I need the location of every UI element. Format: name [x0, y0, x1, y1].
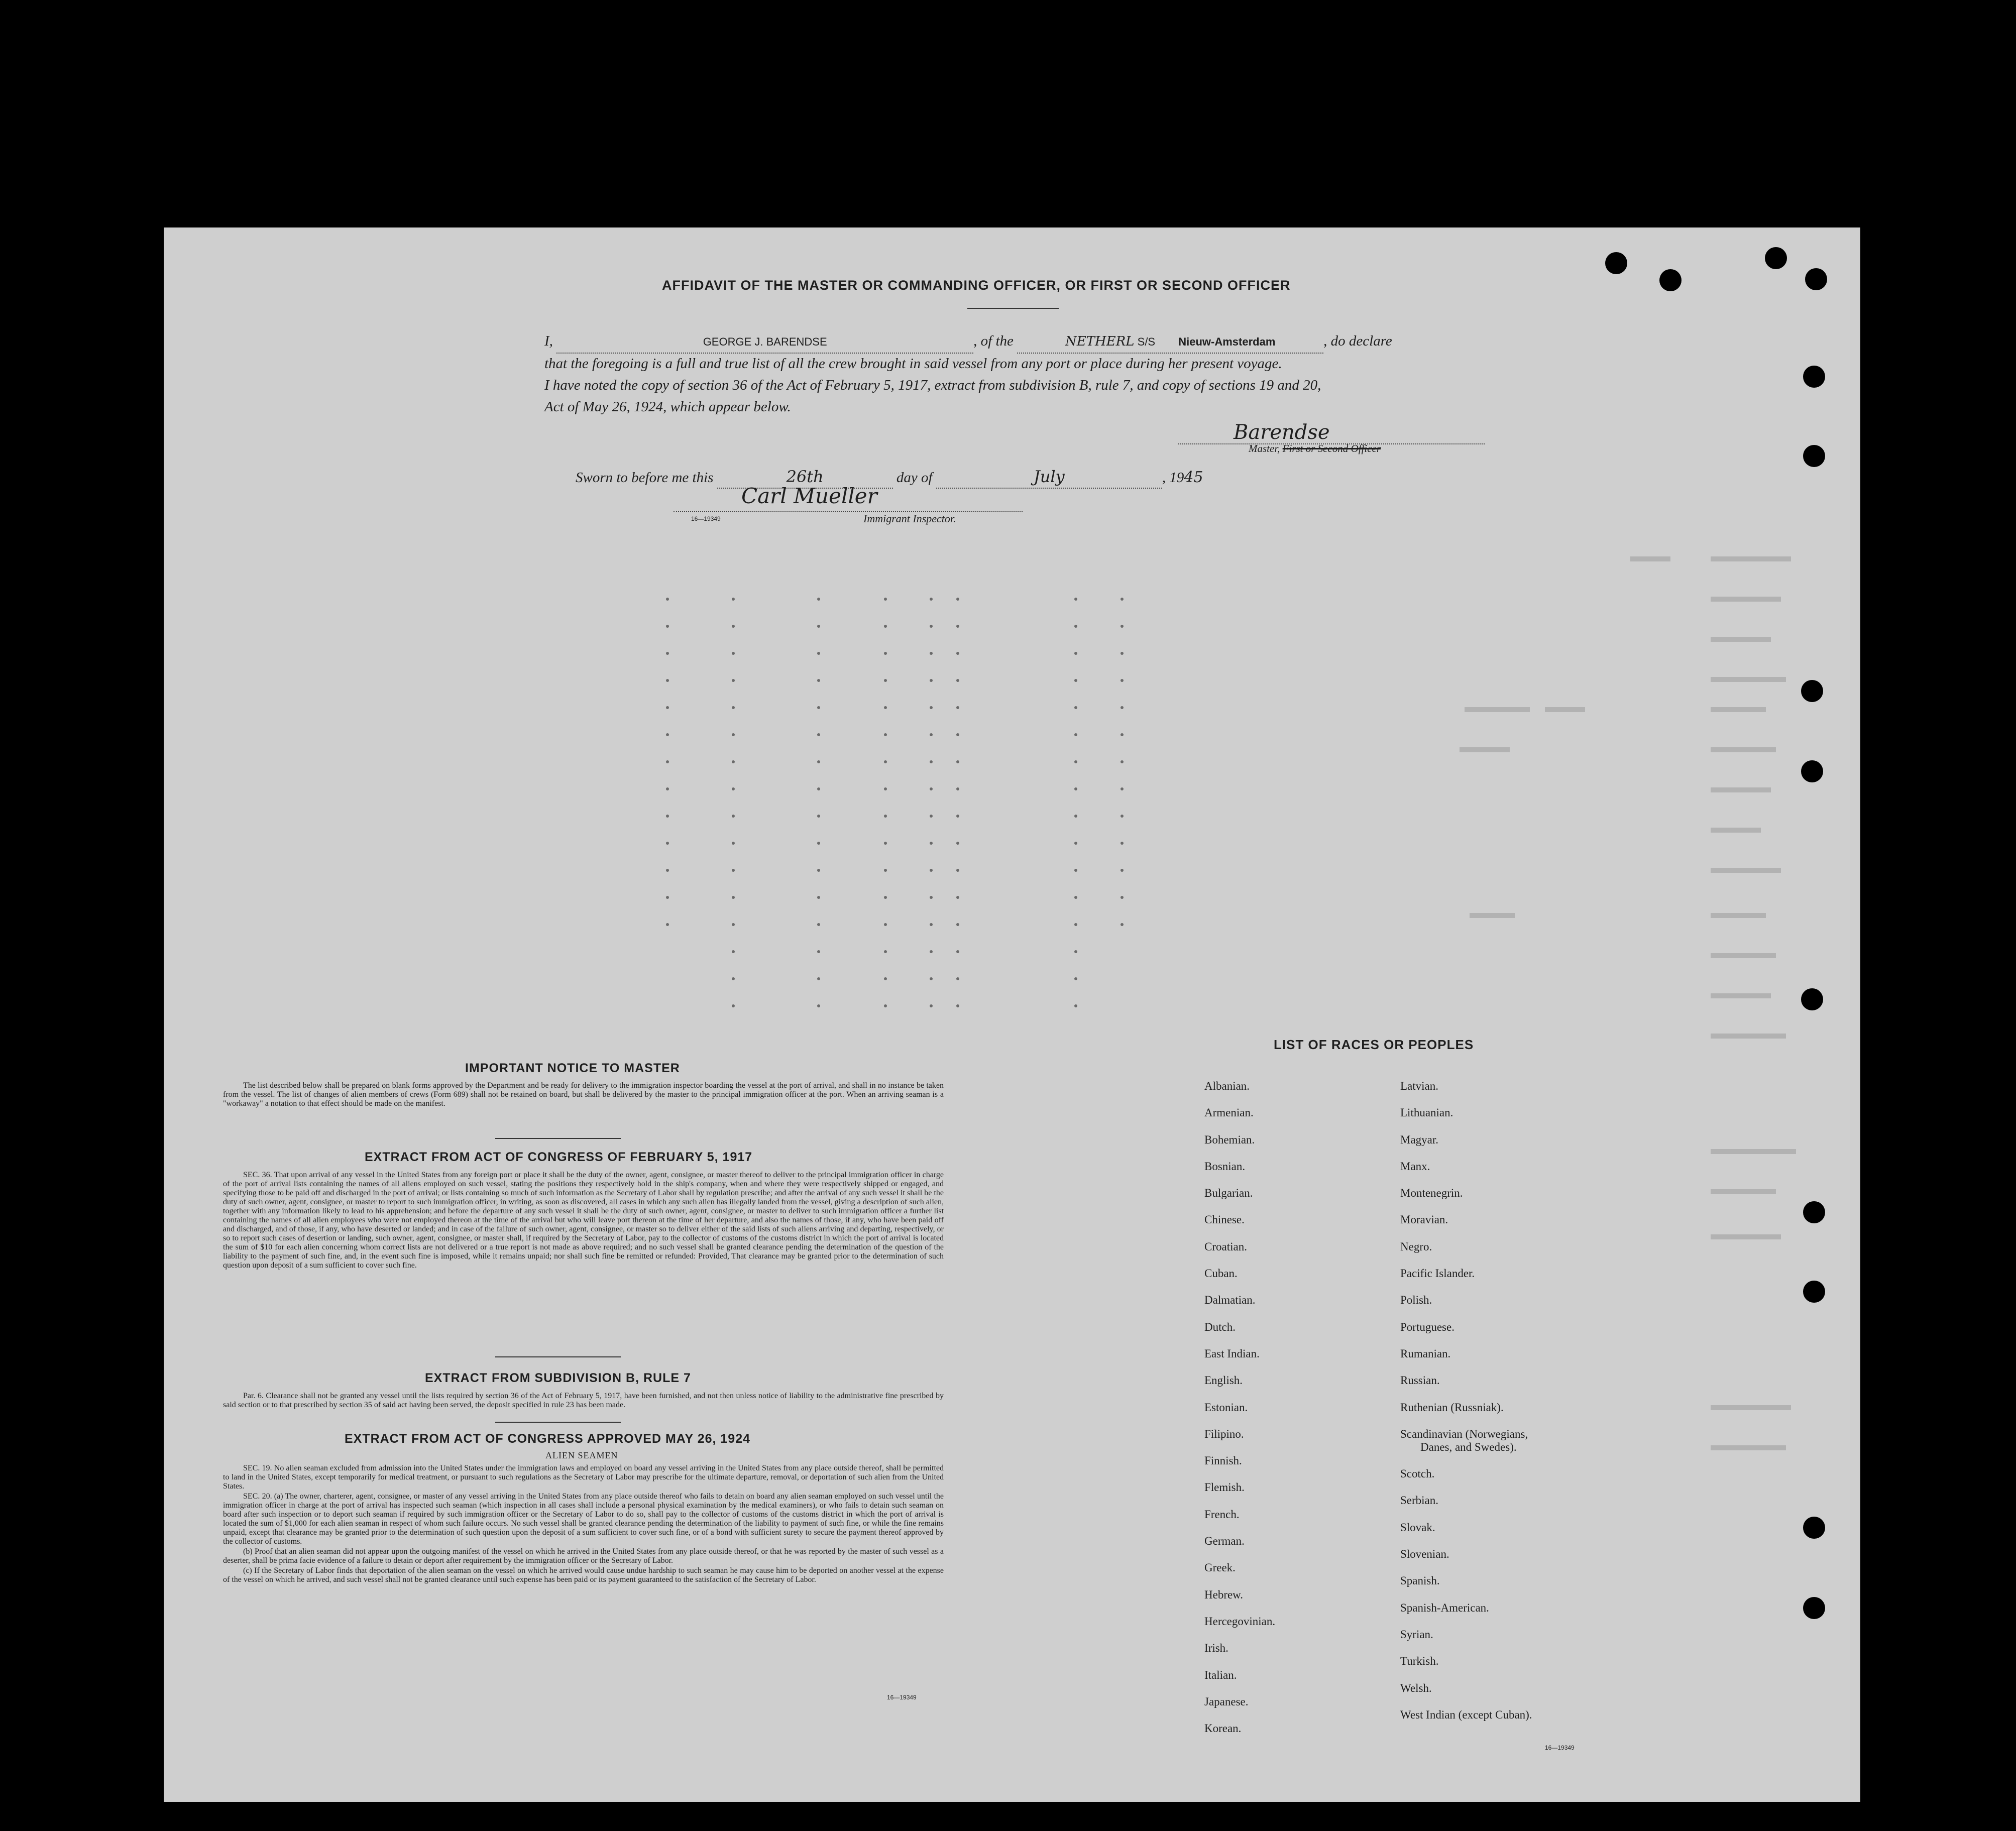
race-item: Spanish-American.	[1400, 1601, 1489, 1614]
affidavit-heading: AFFIDAVIT OF THE MASTER OR COMMANDING OFFICER, OR FIRST OR SECOND OFFICER	[662, 278, 1291, 293]
races-heading: LIST OF RACES OR PEOPLES	[1274, 1037, 1474, 1052]
year-prefix: , 19	[1162, 470, 1184, 486]
punch-hole	[1803, 1201, 1825, 1223]
punch-hole	[1805, 268, 1827, 290]
extract-1924-heading: EXTRACT FROM ACT OF CONGRESS APPROVED MAY 26, 1924	[345, 1432, 751, 1446]
of-the-label: , of the	[973, 333, 1014, 349]
race-item: Polish.	[1400, 1294, 1432, 1307]
race-item: Turkish.	[1400, 1655, 1439, 1668]
race-item: Albanian.	[1204, 1080, 1250, 1092]
race-item: Russian.	[1400, 1374, 1440, 1387]
race-item: Montenegrin.	[1400, 1187, 1463, 1200]
race-item: Magyar.	[1400, 1133, 1439, 1146]
extract-1917-heading: EXTRACT FROM ACT OF CONGRESS OF FEBRUARY 5, 1917	[365, 1150, 753, 1164]
race-item: Flemish.	[1204, 1481, 1245, 1494]
race-item: West Indian (except Cuban).	[1400, 1708, 1532, 1721]
race-item: Bosnian.	[1204, 1160, 1246, 1173]
race-item: Filipino.	[1204, 1427, 1244, 1440]
race-item: Bohemian.	[1204, 1133, 1255, 1146]
sworn-month: July	[936, 466, 1162, 489]
races-column-1	[1204, 1073, 1275, 1742]
sworn-day: 26th	[717, 466, 893, 489]
vessel-field	[1017, 331, 1323, 354]
affidavit-line4: Act of May 26, 1924, which appear below.	[544, 399, 791, 415]
race-item: Hercegovinian.	[1204, 1615, 1276, 1628]
race-item: Greek.	[1204, 1561, 1236, 1574]
punch-hole	[1803, 1597, 1825, 1619]
race-item: Finnish.	[1204, 1454, 1242, 1467]
punch-hole	[1803, 1281, 1825, 1303]
race-item: Armenian.	[1204, 1106, 1254, 1119]
races-form-number: 16—19349	[1545, 1744, 1575, 1751]
section-rule	[495, 1138, 621, 1139]
race-item: Hebrew.	[1204, 1588, 1244, 1601]
affidavit-line3: I have noted the copy of section 36 of the Act of February 5, 1917, extract from subdivision B, rule 7, and copy of sections 19 and 20,	[544, 377, 1321, 393]
race-item: Portuguese.	[1400, 1320, 1454, 1333]
sec36-paragraph: SEC. 36. That upon arrival of any vessel in the United States from any foreign port or place it shall be the duty of the owner, agent, consignee, or master thereof to deliver to the principal immigration officer in charge of the port of arrival lists containing the names of all aliens employed on such vessel, stating the positions they respectively hold in the ship's company, when and where they were respectively shipped or engaged, and specifying those to be paid off and discharged in the port of arrival; or lists containing so much of such information as the Secretary of Labor shall by regulation prescribe; and after the arrival of any such vessel it shall be the duty of such owner, agent, consignee, or master to report to such immigration officer, in writing, as soon as discovered, all cases in which any such alien has illegally landed from the vessel, giving a description of such alien, together with any information likely to lead to his apprehension; and before the departure of any such vessel it shall be the duty of such owner, agent, consignee, or master to deliver to such immigration officer a further list containing the names of all alien employees who were not employed thereon at the time of the arrival but who will leave port thereon at the time of her departure, and also the names of those, if any, who have been paid off and discharged, and of those, if any, who have deserted or landed; and in case of the failure of such owner, agent, consignee, or master so to deliver either of the said lists of such aliens arriving and departing, respectively, or so to report such cases of desertion or landing, such owner, agent, consignee, or master shall, if required by the Secretary of Labor, pay to the collector of customs of the customs district in which the port of arrival is located the sum of $10 for each alien concerning whom correct lists are not delivered or a true report is not made as above required; and no such vessel shall be granted clearance pending the determination of the question of the liability to the payment of such fine, and, in the event such fine is imposed, while it remains unpaid; nor shall such fine be remitted or refunded: Provided, That clearance may be granted prior to the determination of such question upon deposit of a sum sufficient to cover such fine.	[223, 1171, 944, 1270]
rule7-text	[223, 1392, 944, 1411]
rule7-heading: EXTRACT FROM SUBDIVISION B, RULE 7	[425, 1371, 691, 1385]
race-item: Pacific Islander.	[1400, 1267, 1475, 1280]
alien-seamen-subheading: ALIEN SEAMEN	[545, 1450, 618, 1460]
affidavit-line1	[544, 330, 1392, 354]
pronoun: I,	[544, 333, 553, 349]
officer-name: GEORGE J. BARENDSE	[556, 331, 973, 354]
race-item: Welsh.	[1400, 1681, 1432, 1694]
race-item: Slovak.	[1400, 1521, 1435, 1534]
master-caption	[1249, 441, 1381, 456]
extract-form-number: 16—19349	[887, 1694, 917, 1701]
race-item: East Indian.	[1204, 1347, 1260, 1360]
race-item: Syrian.	[1400, 1628, 1433, 1641]
vessel-name: Nieuw-Amsterdam	[1178, 335, 1276, 348]
document-page	[164, 227, 1860, 1802]
section-rule	[495, 1356, 621, 1357]
struck-officer-label: First or Second Officer	[1282, 442, 1381, 454]
master-signature: Barendse	[1234, 421, 1330, 444]
races-column-2	[1400, 1073, 1532, 1728]
race-item: English.	[1204, 1374, 1243, 1387]
punch-hole	[1801, 988, 1823, 1010]
punch-hole	[1803, 445, 1825, 467]
extract-1917-text	[223, 1171, 944, 1271]
vessel-type: S/S	[1137, 335, 1156, 348]
nationality: NETHERL	[1065, 334, 1135, 349]
affidavit-line2: that the foregoing is a full and true list of all the crew brought in said vessel from any port or place during her present voyage.	[544, 356, 1282, 372]
race-item: Moravian.	[1400, 1213, 1448, 1226]
section-rule	[495, 1422, 621, 1423]
race-item: Cuban.	[1204, 1267, 1238, 1280]
race-item: Chinese.	[1204, 1213, 1245, 1226]
race-item: Rumanian.	[1400, 1347, 1451, 1360]
extract-1924-text	[223, 1464, 944, 1585]
race-item: Negro.	[1400, 1240, 1432, 1253]
sec20a-paragraph: SEC. 20. (a) The owner, charterer, agent, consignee, or master of any vessel arriving in the United States from any place outside thereof who fails to detain on board any alien seaman employed on such vessel until the immigration officer in charge at the port of arrival has inspected such seaman (which inspection in all cases shall include a personal physical examination by the medical examiners), or who fails to detain such seaman on board after such inspection or to deport such seaman if required by such immigration officer or the Secretary of Labor to do so, shall pay to the collector of customs of the customs district in which the port of arrival is located the sum of $1,000 for each alien seaman in respect of whom such failure occurs. No such vessel shall be granted clearance pending the determination of the liability to payment of such fine, or while the fine remains unpaid, except that clearance may be granted prior to the determination of such question upon the deposit of a sum sufficient to cover such fine, or of a bond with sufficient surety to secure the payment thereof approved by the collector of customs.	[223, 1492, 944, 1546]
notice-text	[223, 1081, 944, 1109]
race-item: German.	[1204, 1535, 1245, 1548]
race-item: Latvian.	[1400, 1080, 1438, 1092]
day-of-label: day of	[896, 470, 933, 486]
punch-hole	[1659, 269, 1682, 291]
punch-hole	[1803, 366, 1825, 388]
do-declare-label: , do declare	[1323, 333, 1392, 349]
sec19-paragraph: SEC. 19. No alien seaman excluded from admission into the United States under the immigration laws and employed on board any vessel arriving in the United States from any place outside thereof, shall be permitted to land in the United States, except temporarily for medical treatment, or pursuant to such regulations as the Secretary of Labor may prescribe for the ultimate departure, removal, or deportation of such alien from the United States.	[223, 1464, 944, 1491]
punch-hole	[1803, 1517, 1825, 1539]
race-item: Croatian.	[1204, 1240, 1247, 1253]
sec20b-paragraph: (b) Proof that an alien seaman did not appear upon the outgoing manifest of the vessel on which he arrived in the United States from any place outside thereof, or that he was reported by the master of such vessel as a deserter, shall be prima facie evidence of a failure to detain or deport after requirement by the immigration officer or the Secretary of Labor.	[223, 1547, 944, 1565]
race-item: Dalmatian.	[1204, 1294, 1256, 1307]
race-item: Italian.	[1204, 1668, 1237, 1681]
punch-hole	[1801, 760, 1823, 782]
race-item: Manx.	[1400, 1160, 1430, 1173]
race-item: Estonian.	[1204, 1401, 1248, 1414]
inspector-signature-line	[674, 511, 1023, 512]
affidavit-form-number: 16—19349	[691, 515, 721, 522]
race-item: Scandinavian (Norwegians,	[1400, 1427, 1528, 1440]
rule7-paragraph: Par. 6. Clearance shall not be granted any vessel until the lists required by section 36 of the Act of February 5, 1917, have been furnished, and not then unless notice of liability to the administrative fine prescribed by said section or to that prescribed by section 35 of said act having been served, the deposit specified in rule 23 has been made.	[223, 1392, 944, 1409]
notice-paragraph: The list described below shall be prepared on blank forms approved by the Department and be ready for delivery to the immigration inspector boarding the vessel at the port of arrival, and shall in no instance be taken from the vessel. The list of changes of alien members of crews (Form 689) shall not be retained on board, but shall be delivered by the master to the principal immigration officer at the port. When an arriving seaman is a "workaway" a notation to that effect should be made on the manifest.	[223, 1081, 944, 1108]
race-item: Serbian.	[1400, 1494, 1439, 1507]
race-item: Slovenian.	[1400, 1548, 1449, 1561]
punch-hole	[1801, 680, 1823, 702]
master-label: Master,	[1249, 442, 1280, 454]
race-item: Japanese.	[1204, 1695, 1249, 1708]
race-item: Irish.	[1204, 1642, 1228, 1655]
sworn-label: Sworn to before me this	[576, 470, 714, 486]
inspector-caption: Immigrant Inspector.	[863, 512, 956, 525]
inspector-signature: Carl Mueller	[741, 484, 877, 508]
race-item: Bulgarian.	[1204, 1187, 1253, 1200]
punch-hole	[1605, 252, 1627, 274]
race-item: Korean.	[1204, 1722, 1242, 1735]
race-item: Lithuanian.	[1400, 1106, 1453, 1119]
race-item: Dutch.	[1204, 1320, 1236, 1333]
race-item: Ruthenian (Russniak).	[1400, 1401, 1504, 1414]
sec20c-paragraph: (c) If the Secretary of Labor finds that deportation of the alien seaman on the vessel on which he arrived would cause undue hardship to such seaman he may cause him to be deported on another vessel at the expense of the vessel on which he arrived, and such vessel shall not be granted clearance until such expense has been paid or its payment guaranteed to the satisfaction of the Secretary of Labor.	[223, 1566, 944, 1584]
sworn-year: 45	[1184, 469, 1203, 486]
heading-rule	[967, 308, 1059, 309]
race-item: Spanish.	[1400, 1574, 1440, 1587]
race-item: French.	[1204, 1508, 1240, 1521]
punch-hole	[1765, 247, 1787, 269]
race-item: Scotch.	[1400, 1467, 1435, 1480]
notice-heading: IMPORTANT NOTICE TO MASTER	[465, 1061, 680, 1075]
sworn-line	[576, 466, 1203, 489]
race-item: Danes, and Swedes).	[1420, 1440, 1517, 1453]
